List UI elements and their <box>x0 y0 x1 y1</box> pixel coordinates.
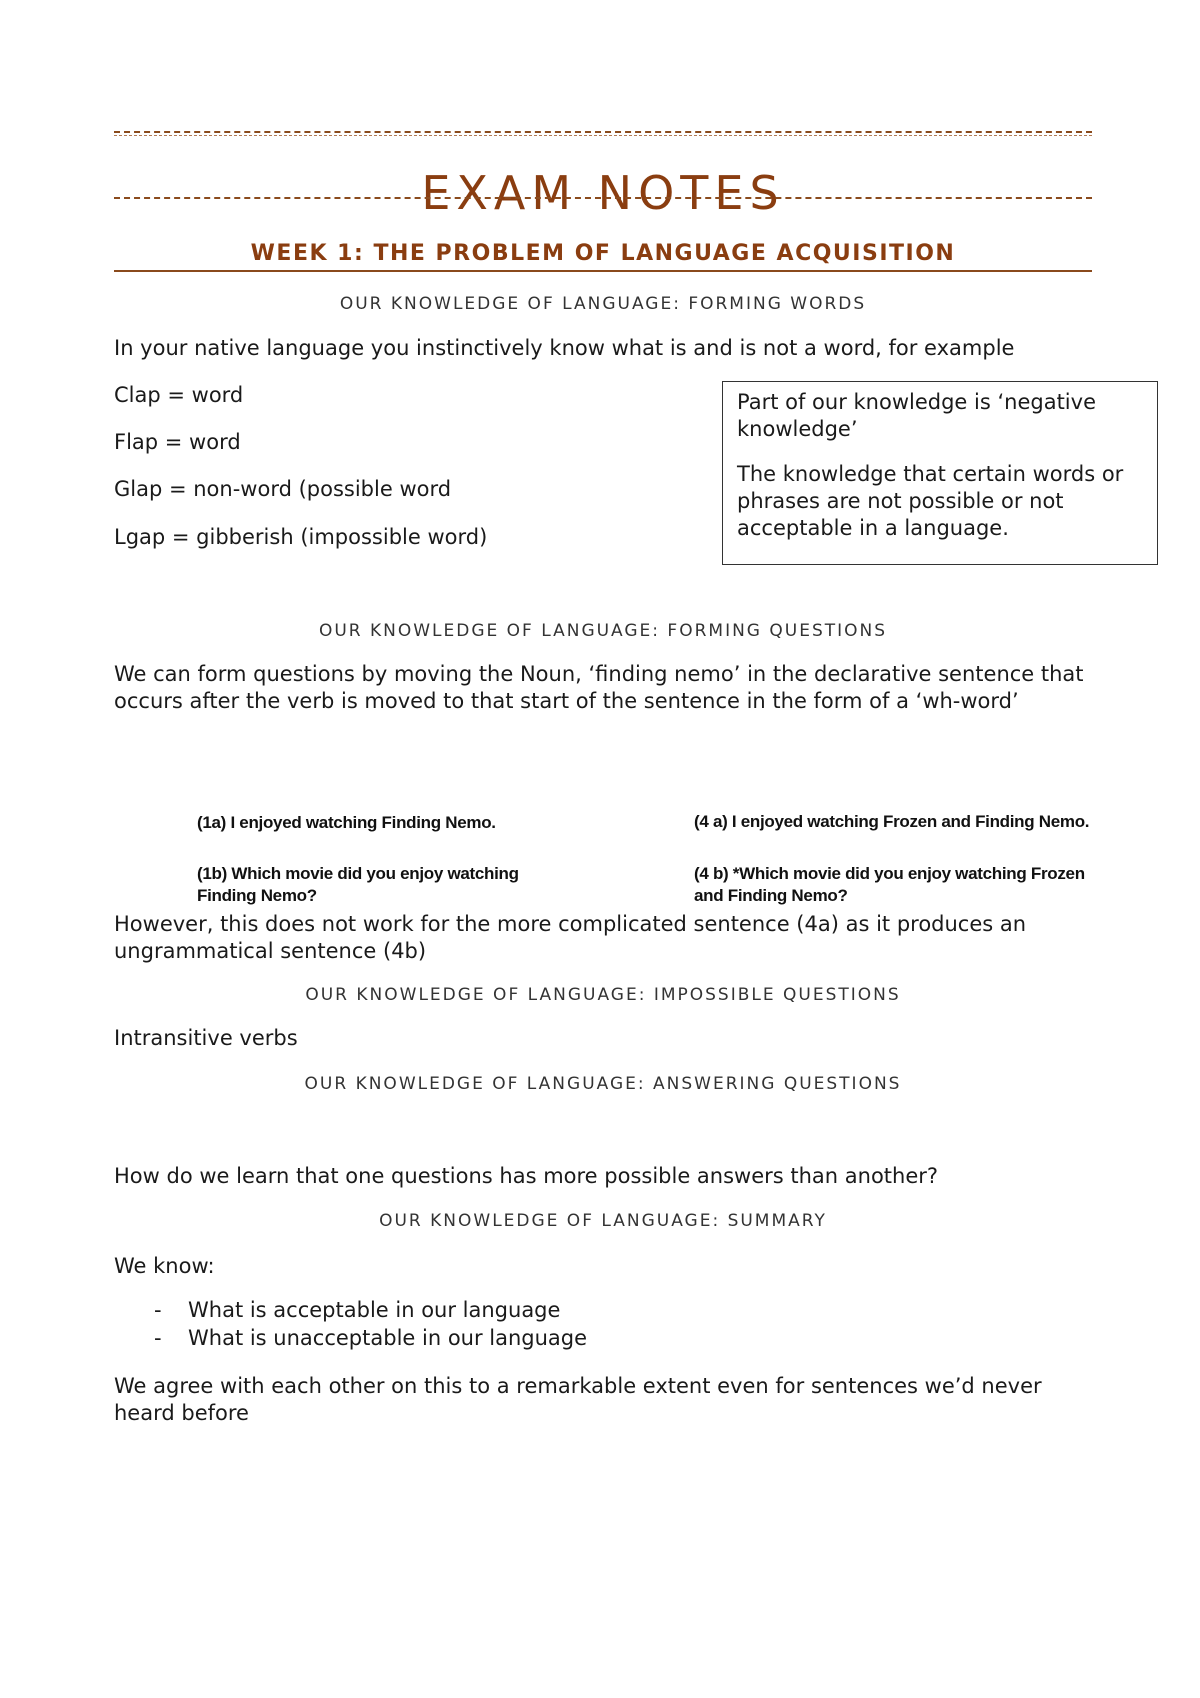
summary-bullet-text: What is acceptable in our language <box>188 1298 561 1322</box>
title-bottom-rule <box>114 197 1092 199</box>
note-box-line-1: Part of our knowledge is ‘negative knowledge’ <box>737 390 1096 441</box>
example-1b-clip <box>197 863 577 905</box>
summary-bullet-item <box>114 1296 587 1324</box>
section-heading-impossible-questions: OUR KNOWLEDGE OF LANGUAGE: IMPOSSIBLE QUESTIONS <box>305 985 901 1005</box>
bullet-dash: - <box>154 1326 162 1350</box>
section-heading-summary: OUR KNOWLEDGE OF LANGUAGE: SUMMARY <box>379 1211 827 1231</box>
forming-words-intro: In your native language you instinctively know what is and is not a word, for example <box>114 336 1015 360</box>
summary-bullet-text: What is unacceptable in our language <box>188 1326 588 1350</box>
summary-bullet-item <box>114 1324 587 1352</box>
word-example-glap: Glap = non-word (possible word <box>114 477 452 501</box>
title-top-rule-thin <box>114 135 1092 136</box>
example-1a: (1a) I enjoyed watching Finding Nemo. <box>197 813 496 832</box>
note-box-line-2: The knowledge that certain words or phrases are not possible or not acceptable in a language. <box>737 462 1124 540</box>
example-1b: (1b) Which movie did you enjoy watching Finding Nemo? <box>197 864 519 905</box>
section-heading-forming-words: OUR KNOWLEDGE OF LANGUAGE: FORMING WORDS <box>339 294 867 314</box>
title-top-rule <box>114 131 1092 133</box>
week-heading: WEEK 1: THE PROBLEM OF LANGUAGE ACQUISITION <box>250 241 956 266</box>
example-4b-clip <box>694 863 1114 905</box>
forming-questions-intro: We can form questions by moving the Noun, ‘finding nemo’ in the declarative sentence that occurs after the verb is moved to that start of the sentence in the form of a ‘wh-word’ <box>114 662 1084 713</box>
week-heading-rule <box>114 270 1092 272</box>
section-heading-answering-questions: OUR KNOWLEDGE OF LANGUAGE: ANSWERING QUESTIONS <box>304 1074 902 1094</box>
summary-intro: We know: <box>114 1254 215 1278</box>
bullet-dash: - <box>154 1298 162 1322</box>
example-4a: (4 a) I enjoyed watching Frozen and Finding Nemo. <box>694 812 1090 831</box>
answering-questions-body: How do we learn that one questions has more possible answers than another? <box>114 1164 939 1188</box>
word-example-flap: Flap = word <box>114 430 241 454</box>
summary-bullet-list <box>114 1296 587 1352</box>
section-heading-forming-questions: OUR KNOWLEDGE OF LANGUAGE: FORMING QUESTIONS <box>318 621 888 641</box>
document-title: EXAM NOTES <box>421 165 785 220</box>
negative-knowledge-note-box <box>722 381 1158 565</box>
word-example-lgap: Lgap = gibberish (impossible word) <box>114 525 488 549</box>
summary-closing: We agree with each other on this to a remarkable extent even for sentences we’d never heard before <box>114 1374 1042 1425</box>
word-example-clap: Clap = word <box>114 383 244 407</box>
example-4b: (4 b) *Which movie did you enjoy watching Frozen and Finding Nemo? <box>694 864 1085 905</box>
impossible-questions-body: Intransitive verbs <box>114 1026 298 1050</box>
forming-questions-follow-up: However, this does not work for the more complicated sentence (4a) as it produces an ungrammatical sentence (4b) <box>114 912 1027 963</box>
